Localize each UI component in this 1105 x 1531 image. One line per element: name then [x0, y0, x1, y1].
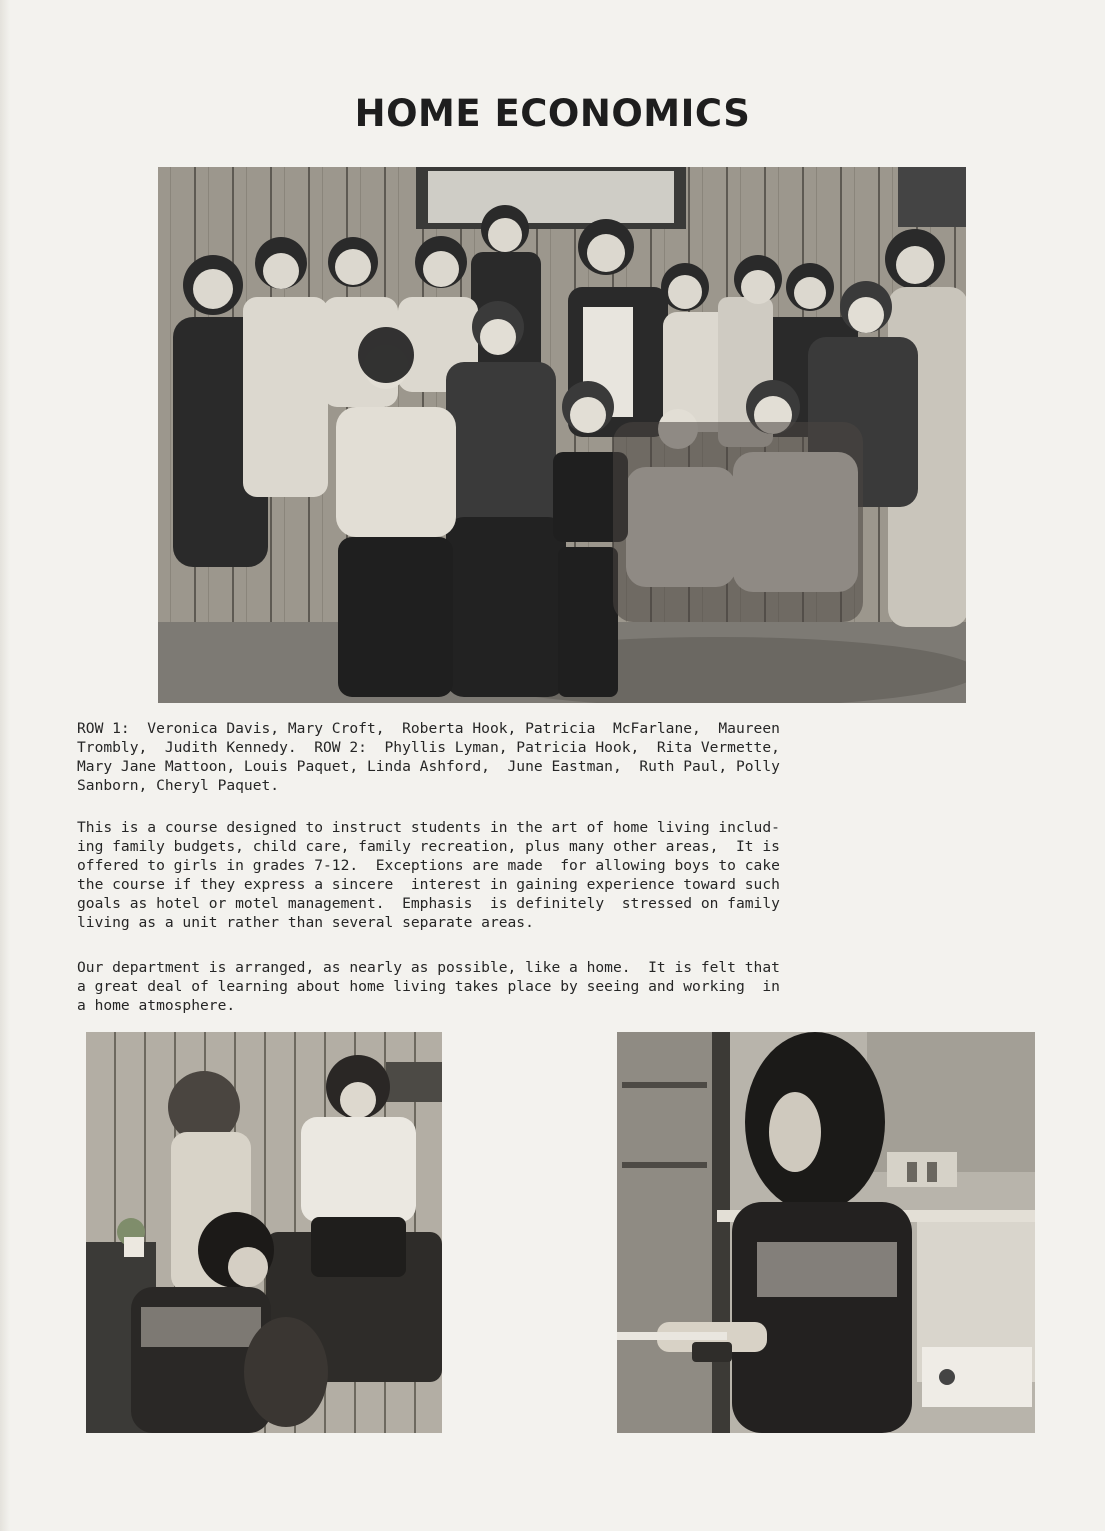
group-photo [158, 167, 966, 703]
caption-line: Sanborn, Cheryl Paquet. [77, 777, 280, 794]
paragraph-line: a great deal of learning about home living takes place by seeing and working in [77, 978, 780, 995]
group-photo-caption [77, 719, 1022, 795]
caption-line: Mary Jane Mattoon, Louis Paquet, Linda Ashford, June Eastman, Ruth Paul, Polly [77, 758, 780, 775]
paragraph-line: the course if they express a sincere interest in gaining experience toward such [77, 876, 780, 893]
paragraph-line: a home atmosphere. [77, 997, 236, 1014]
paragraph-line: offered to girls in grades 7-12. Exceptions are made for allowing boys to cake [77, 857, 780, 874]
paragraph-line: ing family budgets, child care, family recreation, plus many other areas, It is [77, 838, 780, 855]
paragraph-line: living as a unit rather than several separate areas. [77, 914, 534, 931]
department-description-paragraph [77, 958, 1022, 1015]
kitchen-photo [617, 1032, 1035, 1433]
paragraph-line: This is a course designed to instruct students in the art of home living includ- [77, 819, 780, 836]
page-title: HOME ECONOMICS [354, 92, 751, 135]
caption-line: Trombly, Judith Kennedy. ROW 2: Phyllis Lyman, Patricia Hook, Rita Vermette, [77, 739, 780, 756]
paragraph-line: Our department is arranged, as nearly as possible, like a home. It is felt that [77, 959, 780, 976]
sewing-upholstery-photo [86, 1032, 442, 1433]
paragraph-line: goals as hotel or motel management. Emphasis is definitely stressed on family [77, 895, 780, 912]
caption-line: ROW 1: Veronica Davis, Mary Croft, Roberta Hook, Patricia McFarlane, Maureen [77, 720, 780, 737]
course-description-paragraph [77, 818, 1022, 932]
page-edge-shadow [0, 0, 10, 1531]
